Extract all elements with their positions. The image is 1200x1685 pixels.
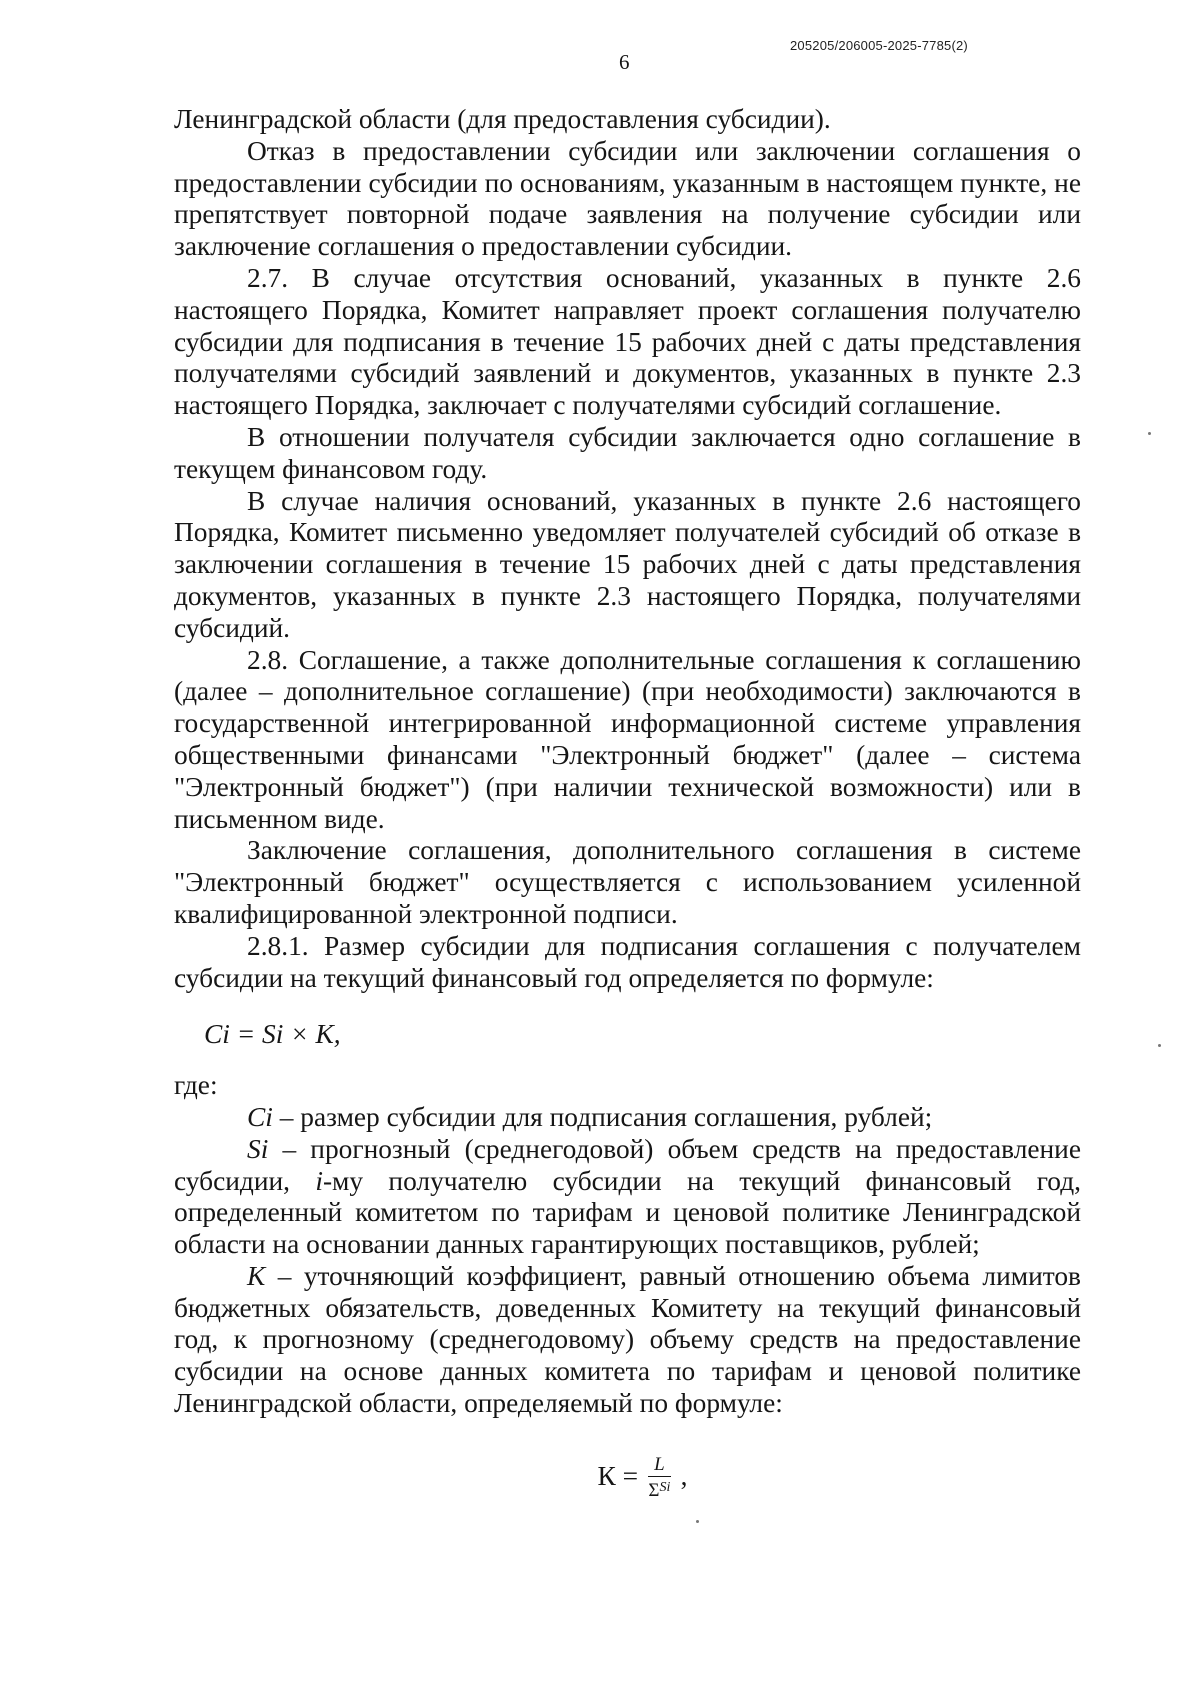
where-label: где: [174, 1070, 218, 1101]
ci-symbol: Ci [247, 1101, 273, 1132]
si-description-part2: -му получателю субсидии на текущий финансовый год, определенный комитетом по тарифам и ценовой политике Ленинградской области на основании данных гарантирующих поставщиков, рублей; [174, 1165, 1081, 1260]
k-description: – уточняющий коэффициент, равный отношению объема лимитов бюджетных обязательств, доведенных Комитету на текущий финансовый год, к прогнозному (среднегодовому) объему средств на предоставление субсидии на основе данных комитета по тарифам и ценовой политике Ленинградской области, определяемый по формуле: [174, 1260, 1081, 1419]
k-symbol: K [247, 1260, 266, 1291]
scan-speck [696, 1520, 699, 1523]
scan-speck [1148, 432, 1151, 435]
page-number: 6 [619, 50, 630, 74]
fraction-numerator: L [648, 1454, 671, 1477]
ci-description: – размер субсидии для подписания соглашения, рублей; [272, 1101, 933, 1132]
si-index: i [315, 1165, 323, 1196]
scan-speck [1158, 1044, 1161, 1047]
definition-k [174, 1261, 1081, 1420]
definition-si [174, 1134, 1081, 1261]
paragraph: В случае наличия оснований, указанных в пункте 2.6 настоящего Порядка, Комитет письменно уведомляет получателей субсидий об отказе в заключении соглашения в течение 15 рабочих дней с даты представления документов, указанных в пункте 2.3 настоящего Порядка, получателями субсидий. [174, 485, 1081, 643]
formula-lhs: К = [597, 1461, 639, 1492]
paragraph: Отказ в предоставлении субсидии или заключении соглашения о предоставлении субсидии по основаниям, указанным в настоящем пункте, не препятствует повторной подаче заявления на получение субсидии или заключение соглашения о предоставлении субсидии. [174, 135, 1081, 262]
subsidy-formula: Ci = Si × K, [204, 1019, 341, 1050]
si-description-part1: – прогнозный (среднегодовой) объем средств на предоставление субсидии, [174, 1133, 1081, 1196]
coefficient-formula [174, 1420, 1081, 1501]
document-body [174, 104, 1081, 1501]
paragraph: Заключение соглашения, дополнительного соглашения в системе "Электронный бюджет" осуществляется с использованием усиленной квалифицированной электронной подписи. [174, 835, 1081, 929]
sigma-superscript: Si [659, 1479, 671, 1495]
document-id: 205205/206005-2025-7785(2) [790, 38, 968, 53]
paragraph-2-8-1: 2.8.1. Размер субсидии для подписания соглашения с получателем субсидии на текущий финансовый год определяется по формуле: [174, 930, 1081, 993]
paragraph-2-8: 2.8. Соглашение, а также дополнительные соглашения к соглашению (далее – дополнительное соглашение) (при необходимости) заключаются в государственной интегрированной информационной системе управления общественными финансами "Электронный бюджет" (далее – система "Электронный бюджет") (при наличии технической возможности) или в письменном виде. [174, 644, 1081, 834]
sigma-symbol: Σ [648, 1479, 660, 1501]
definition-ci [174, 1102, 1081, 1134]
fraction-denominator [648, 1477, 670, 1501]
fraction [648, 1454, 671, 1501]
si-symbol: Si [247, 1133, 269, 1164]
formula-tail: , [680, 1461, 688, 1492]
paragraph-2-7: 2.7. В случае отсутствия оснований, указанных в пункте 2.6 настоящего Порядка, Комитет направляет проект соглашения получателю субсидии для подписания в течение 15 рабочих дней с даты представления получателями субсидий заявлений и документов, указанных в пункте 2.3 настоящего Порядка, заключает с получателями субсидий соглашение. [174, 262, 1081, 421]
paragraph: В отношении получателя субсидии заключается одно соглашение в текущем финансовом году. [174, 421, 1081, 484]
paragraph: Ленинградской области (для предоставления субсидии). [174, 104, 831, 134]
